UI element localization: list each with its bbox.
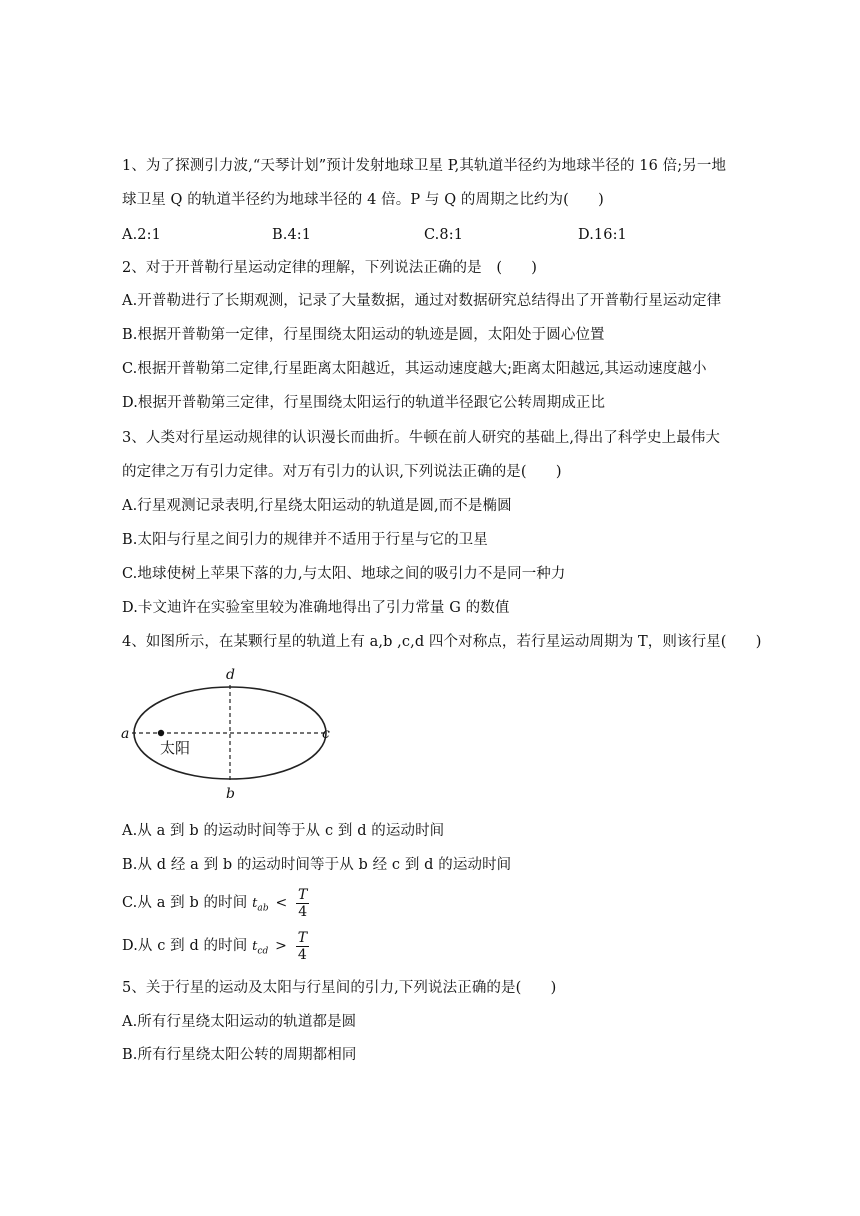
fraction-denominator: 4 — [298, 903, 308, 920]
q2-option-d: D.根据开普勒第三定律，行星围绕太阳运行的轨道半径跟它公转周期成正比 — [122, 395, 606, 411]
q4-option-c — [122, 886, 309, 926]
fraction-numerator: T — [298, 886, 308, 903]
greater-than-sign: > — [275, 938, 287, 954]
q4-option-b: B.从 d 经 a 到 b 的运动时间等于从 b 经 c 到 d 的运动时间 — [122, 857, 512, 873]
q2-option-b: B.根据开普勒第一定律，行星围绕太阳运动的轨迹是圆，太阳处于圆心位置 — [122, 327, 605, 343]
q1-stem-line1: 1、为了探测引力波,“天琴计划”预计发射地球卫星 P,其轨道半径约为地球半径的 16 倍;另一地 — [122, 158, 727, 174]
q2-option-a: A.开普勒进行了长期观测，记录了大量数据，通过对数据研究总结得出了开普勒行星运动定律 — [122, 293, 722, 309]
q1-option-d: D.16:1 — [578, 227, 627, 243]
t-over-4-fraction — [296, 887, 309, 920]
label-c: c — [322, 726, 330, 742]
q3-stem-line1: 3、人类对行星运动规律的认识漫长而曲折。牛顿在前人研究的基础上,得出了科学史上最伟大 — [122, 430, 721, 446]
t-ab-subscript: ab — [257, 903, 269, 914]
q2-option-c: C.根据开普勒第二定律,行星距离太阳越近，其运动速度越大;距离太阳越远,其运动速度越小 — [122, 361, 707, 377]
t-letter: t — [252, 939, 258, 954]
less-than-sign: < — [275, 895, 288, 911]
q1-option-c: C.8:1 — [424, 227, 464, 243]
label-d: d — [226, 667, 235, 683]
q1-stem-line2: 球卫星 Q 的轨道半径约为地球半径的 4 倍。P 与 Q 的周期之比约为( ) — [122, 192, 604, 208]
q1-options — [122, 225, 742, 245]
orbit-diagram-svg — [120, 665, 330, 805]
q3-stem-line2: 的定律之万有引力定律。对万有引力的认识,下列说法正确的是( ) — [122, 464, 562, 480]
orbit-diagram — [120, 665, 330, 805]
t-over-4-fraction — [296, 930, 309, 963]
q4-option-d — [122, 929, 309, 969]
label-a: a — [121, 726, 130, 742]
q3-option-b: B.太阳与行星之间引力的规律并不适用于行星与它的卫星 — [122, 532, 488, 548]
diagram-background — [120, 665, 330, 805]
q5-option-a: A.所有行星绕太阳运动的轨道都是圆 — [122, 1014, 357, 1030]
t-letter: t — [252, 896, 258, 911]
q4-stem: 4、如图所示，在某颗行星的轨道上有 a,b ,c,d 四个对称点，若行星运动周期为 T，则该行星( ) — [122, 634, 762, 650]
q1-option-b: B.4:1 — [272, 227, 312, 243]
t-ab-symbol — [252, 896, 269, 914]
q5-option-b: B.所有行星绕太阳公转的周期都相同 — [122, 1047, 357, 1063]
fraction-numerator: T — [297, 929, 308, 946]
q4-option-c-text: C.从 a 到 b 的时间 — [122, 895, 248, 911]
sun-label: 太阳 — [160, 739, 191, 757]
label-b: b — [226, 786, 235, 802]
t-cd-symbol — [252, 939, 269, 957]
q3-option-a: A.行星观测记录表明,行星绕太阳运动的轨道是圆,而不是椭圆 — [122, 498, 512, 514]
sun-dot — [158, 730, 164, 736]
q3-option-c: C.地球使树上苹果下落的力,与太阳、地球之间的吸引力不是同一种力 — [122, 566, 566, 582]
q5-stem: 5、关于行星的运动及太阳与行星间的引力,下列说法正确的是( ) — [122, 980, 557, 996]
q1-option-a: A.2:1 — [122, 227, 161, 243]
fraction-denominator: 4 — [297, 946, 307, 963]
q2-stem: 2、对于开普勒行星运动定律的理解，下列说法正确的是 ( ) — [122, 260, 538, 276]
q4-option-a: A.从 a 到 b 的运动时间等于从 c 到 d 的运动时间 — [122, 823, 445, 839]
t-cd-subscript: cd — [257, 946, 269, 957]
q4-option-d-text: D.从 c 到 d 的时间 — [122, 938, 248, 954]
q3-option-d: D.卡文迪许在实验室里较为准确地得出了引力常量 G 的数值 — [122, 600, 510, 616]
